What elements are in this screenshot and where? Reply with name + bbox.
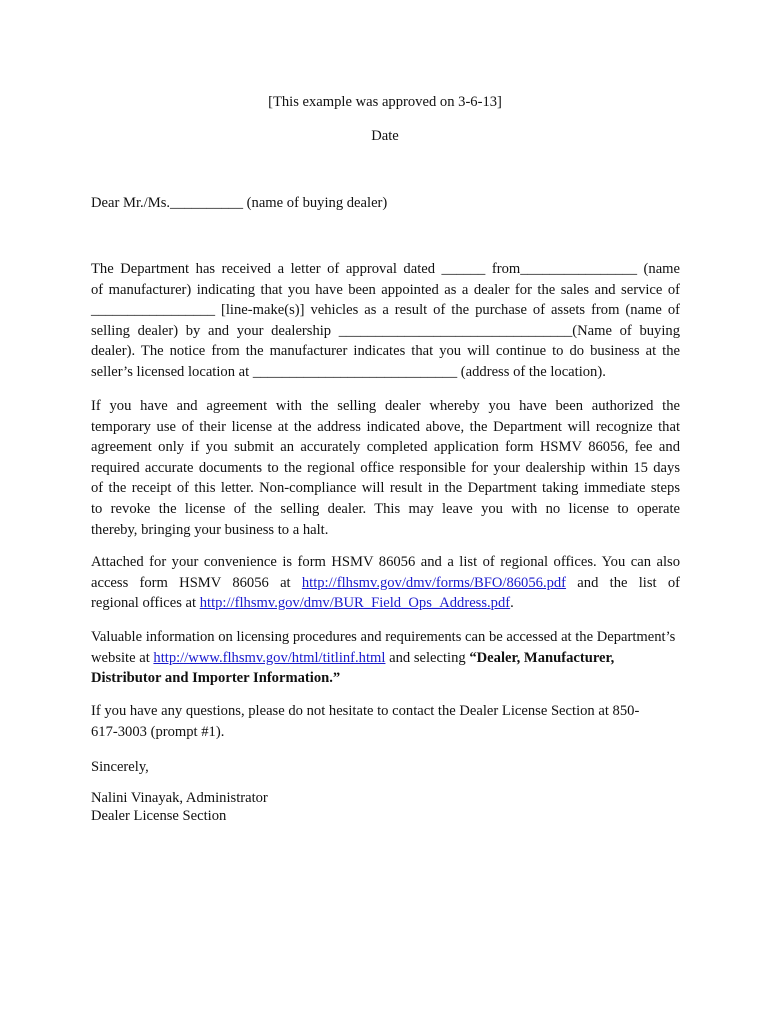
text-line: seller’s licensed location at ____________________________ (address of the location).: [91, 363, 606, 380]
text-line: agreement only if you submit an accurately completed application form HSMV 86056, fee and: [91, 439, 680, 456]
text-line: of the receipt of this letter. Non-compliance will result in the Department taking immediate steps: [91, 480, 680, 497]
text-line: Attached for your convenience is form HSMV 86056 and a list of regional offices. You can also: [91, 554, 680, 570]
signature-name: Nalini Vinayak, Administrator: [91, 790, 268, 806]
text-line: temporary use of their license at the address indicated above, the Department will recognize that: [91, 418, 680, 435]
date-label: Date: [371, 128, 399, 144]
titlinf-link[interactable]: http://www.flhsmv.gov/html/titlinf.html: [153, 649, 386, 666]
text-line: of manufacturer) indicating that you have been appointed as a dealer for the sales and service of: [91, 281, 680, 298]
text-line: access form HSMV 86056 at http://flhsmv.gov/dmv/forms/BFO/86056.pdf and the list of: [91, 574, 680, 591]
signature-section: Dealer License Section: [91, 808, 227, 824]
text-line: to revoke the license of the selling dealer. This may leave you with no license to operate: [91, 500, 680, 517]
signature-block: [91, 789, 680, 825]
text-line: _________________ [line-make(s)] vehicles as a result of the purchase of assets from (name of: [91, 302, 680, 319]
text-line: dealer). The notice from the manufacturer indicates that you will continue to do business at the: [91, 343, 680, 360]
text-line: selling dealer) by and your dealership ________________________________(Name of buying: [91, 322, 680, 339]
text-line: Distributor and Importer Information.”: [91, 670, 341, 687]
text-line: required accurate documents to the regional office responsible for your dealership within 15 days: [91, 459, 680, 476]
text-line: website at http://www.flhsmv.gov/html/titlinf.html and selecting “Dealer, Manufacturer,: [91, 649, 615, 666]
text-line: The Department has received a letter of approval dated ______ from________________ (name: [91, 261, 680, 277]
paragraph-questions: [91, 701, 680, 742]
closing: Sincerely,: [91, 759, 149, 775]
paragraph-agreement: [91, 396, 680, 540]
text-line: If you have any questions, please do not hesitate to contact the Dealer License Section at 850-: [91, 703, 640, 719]
regional-offices-link[interactable]: http://flhsmv.gov/dmv/BUR_Field_Ops_Address.pdf: [199, 595, 511, 612]
text-line: Valuable information on licensing procedures and requirements can be accessed at the Department’s: [91, 629, 676, 645]
text-line: 617-3003 (prompt #1).: [91, 723, 225, 740]
approval-note: [This example was approved on 3-6-13]: [268, 94, 502, 110]
text-line: thereby, bringing your business to a halt.: [91, 521, 329, 538]
text-line: If you have and agreement with the selling dealer whereby you have been authorized the: [91, 398, 680, 414]
paragraph-approval-letter: [91, 259, 680, 383]
form-86056-link[interactable]: http://flhsmv.gov/dmv/forms/BFO/86056.pdf: [301, 574, 567, 591]
paragraph-licensing-info: [91, 627, 680, 689]
salutation: Dear Mr./Ms.__________ (name of buying dealer): [91, 195, 388, 211]
text-line: regional offices at http://flhsmv.gov/dmv/BUR_Field_Ops_Address.pdf.: [91, 595, 514, 612]
paragraph-attachments: [91, 552, 680, 614]
